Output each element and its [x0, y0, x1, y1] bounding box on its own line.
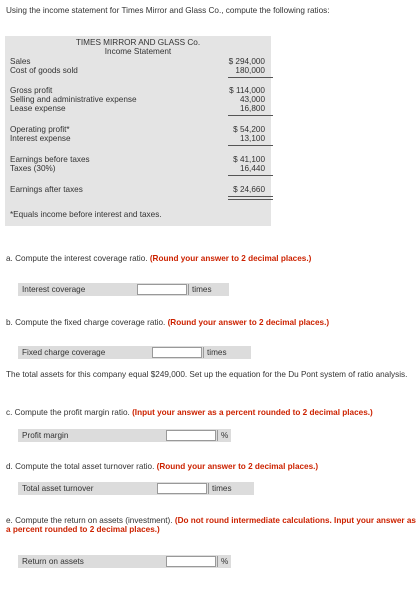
unit-b: times	[203, 347, 230, 358]
profit-margin-input[interactable]	[166, 430, 216, 441]
answer-row-d	[18, 482, 254, 495]
row-label-taxes: Taxes (30%)	[10, 164, 56, 173]
row-label-sales: Sales	[10, 57, 31, 66]
question-b-note: (Round your answer to 2 decimal places.)	[167, 318, 330, 327]
double-rule	[228, 196, 273, 200]
question-c	[6, 408, 373, 417]
row-value-opprofit: $ 54,200	[233, 125, 265, 134]
row-value-interest: 13,100	[239, 134, 265, 143]
row-value-eat: $ 24,660	[233, 185, 265, 194]
row-label-sga: Selling and administrative expense	[10, 95, 137, 104]
rule	[228, 77, 273, 78]
total-asset-turnover-input[interactable]	[157, 483, 207, 494]
question-c-text: c. Compute the profit margin ratio.	[6, 408, 133, 417]
dupont-text: The total assets for this company equal $249,000. Set up the equation for the Du Pont system of ratio analysis.	[6, 370, 408, 379]
question-b	[6, 318, 329, 327]
unit-d: times	[208, 483, 235, 494]
unit-c: %	[217, 430, 231, 441]
row-label-ebt: Earnings before taxes	[10, 155, 90, 164]
row-label-interest: Interest expense	[10, 134, 71, 143]
row-value-lease: 16,800	[239, 104, 265, 113]
field-label-e: Return on assets	[22, 557, 84, 566]
statement-subtitle: Income Statement	[104, 47, 172, 56]
question-a-note: (Round your answer to 2 decimal places.)	[149, 254, 312, 263]
unit-a: times	[188, 284, 215, 295]
field-label-c: Profit margin	[22, 431, 69, 440]
question-a	[6, 254, 311, 263]
answer-row-c	[18, 429, 231, 442]
intro-text: Using the income statement for Times Mirror and Glass Co., compute the following ratios:	[6, 6, 330, 15]
rule	[228, 175, 273, 176]
question-e-note: (Do not round intermediate calculations. Input your answer as a percent rounded to 2 decimal places.)	[6, 516, 416, 534]
row-value-sga: 43,000	[239, 95, 265, 104]
footnote: *Equals income before interest and taxes.	[10, 210, 162, 219]
question-d-text: d. Compute the total asset turnover ratio.	[6, 462, 157, 471]
unit-e: %	[217, 556, 231, 567]
row-label-opprofit: Operating profit*	[10, 125, 70, 134]
return-on-assets-input[interactable]	[166, 556, 216, 567]
row-label-cogs: Cost of goods sold	[10, 66, 78, 75]
row-value-ebt: $ 41,100	[233, 155, 265, 164]
question-e	[6, 516, 418, 534]
company-name: TIMES MIRROR AND GLASS Co.	[75, 38, 201, 47]
field-label-b: Fixed charge coverage	[22, 348, 106, 357]
row-value-sales: $ 294,000	[228, 57, 265, 66]
answer-row-a	[18, 283, 229, 296]
amount-column	[224, 54, 272, 240]
fixed-charge-coverage-input[interactable]	[152, 347, 202, 358]
field-label-d: Total asset turnover	[22, 484, 94, 493]
interest-coverage-input[interactable]	[137, 284, 187, 295]
row-label-gross: Gross profit	[10, 86, 53, 95]
question-a-text: a. Compute the interest coverage ratio.	[6, 254, 150, 263]
answer-row-b	[18, 346, 251, 359]
question-b-text: b. Compute the fixed charge coverage ratio.	[6, 318, 168, 327]
row-value-gross: $ 114,000	[229, 86, 265, 95]
question-e-text: e. Compute the return on assets (investment).	[6, 516, 175, 525]
answer-row-e	[18, 555, 231, 568]
row-value-cogs: 180,000	[235, 66, 265, 75]
row-label-eat: Earnings after taxes	[10, 185, 83, 194]
field-label-a: Interest coverage	[22, 285, 86, 294]
question-c-note: (Input your answer as a percent rounded to 2 decimal places.)	[132, 408, 373, 417]
row-value-taxes: 16,440	[239, 164, 265, 173]
rule	[228, 115, 273, 116]
income-statement	[5, 36, 271, 226]
rule	[228, 145, 273, 146]
row-label-lease: Lease expense	[10, 104, 66, 113]
question-d-note: (Round your answer to 2 decimal places.)	[156, 462, 319, 471]
question-d	[6, 462, 318, 471]
